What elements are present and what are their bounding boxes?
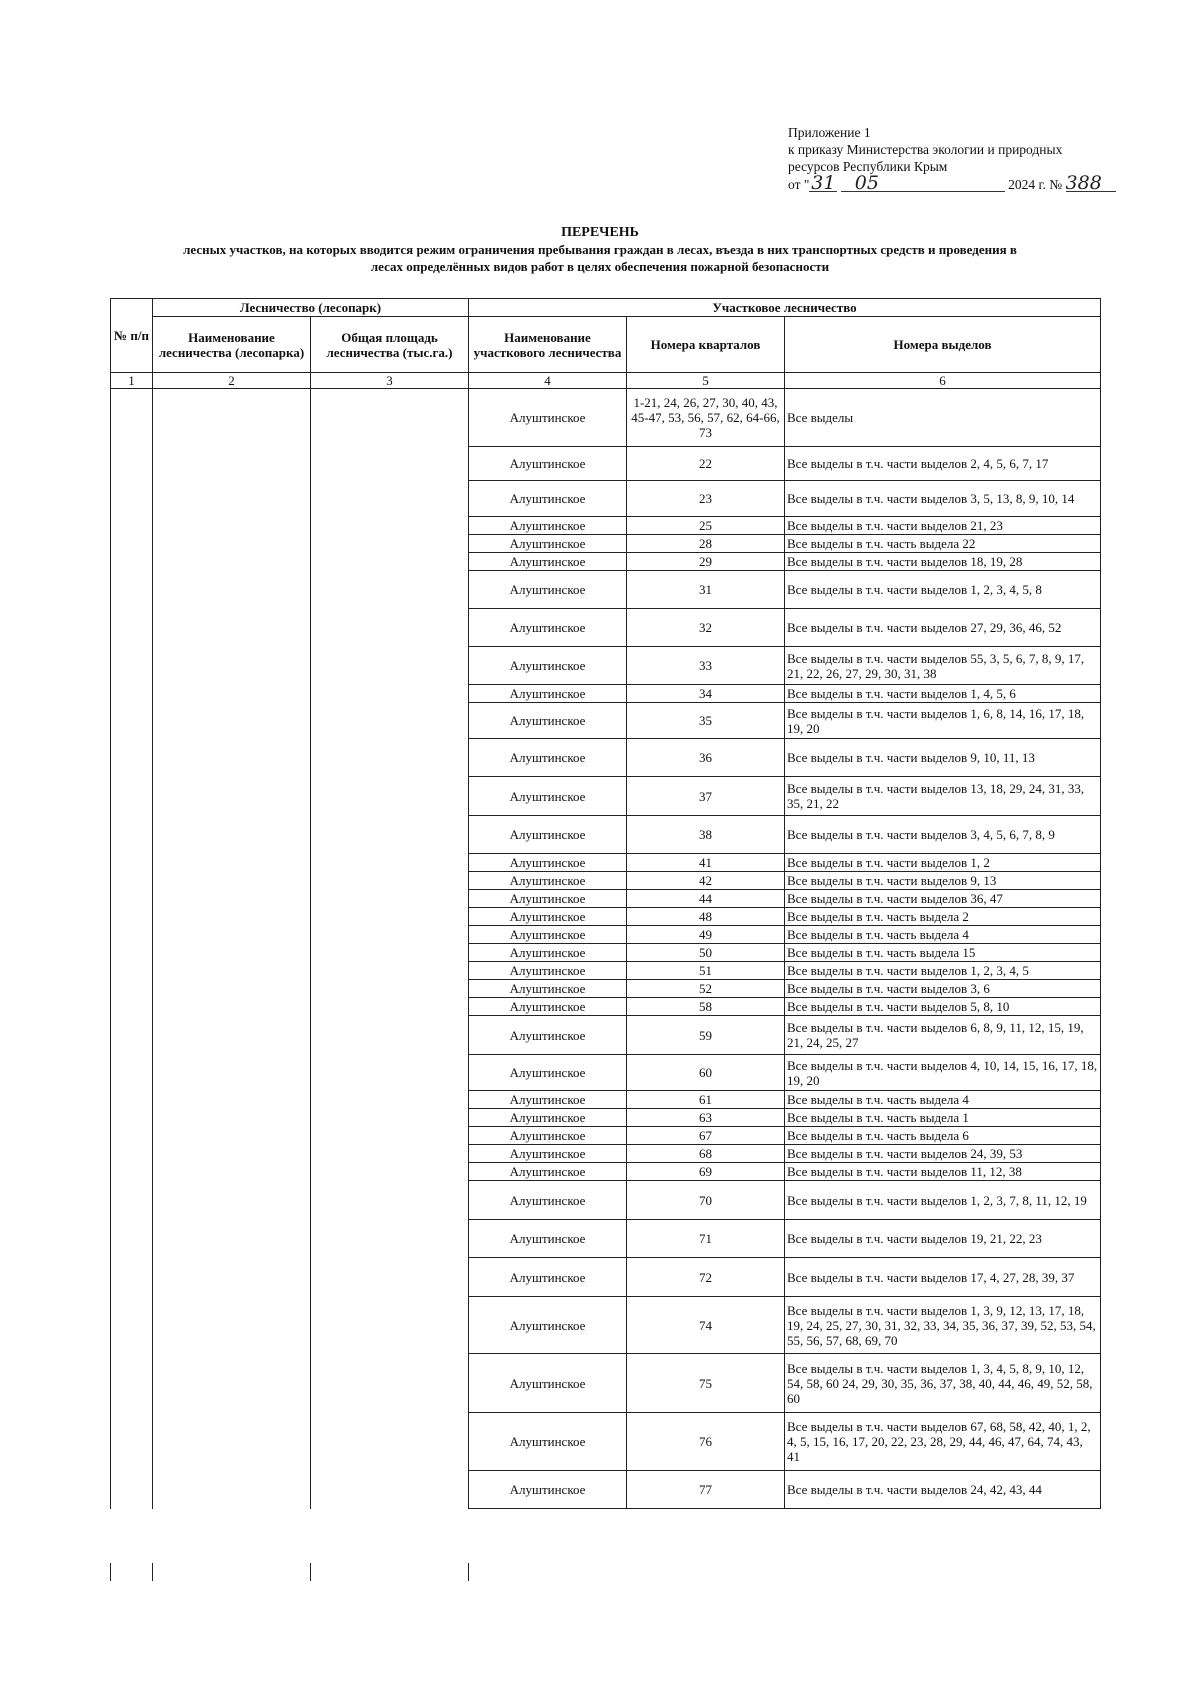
table-row bbox=[111, 609, 1101, 647]
cell-number bbox=[111, 1258, 153, 1297]
cell-quarter-numbers: 51 bbox=[627, 962, 785, 980]
cell-section-numbers: Все выделы в т.ч. части выделов 9, 13 bbox=[785, 872, 1101, 890]
cell-quarter-numbers: 61 bbox=[627, 1091, 785, 1109]
cell-section-numbers: Все выделы в т.ч. части выделов 3, 6 bbox=[785, 980, 1101, 998]
table-row bbox=[111, 703, 1101, 739]
cell-forestry-name bbox=[153, 535, 311, 553]
cell-district-name: Алуштинское bbox=[469, 553, 627, 571]
table-row bbox=[111, 481, 1101, 517]
cell-section-numbers: Все выделы в т.ч. части выделов 19, 21, 22, 23 bbox=[785, 1220, 1101, 1258]
cell-forestry-area bbox=[311, 481, 469, 517]
table-row bbox=[111, 1016, 1101, 1055]
cell-number bbox=[111, 389, 153, 447]
table-edge-continuation bbox=[110, 1563, 111, 1581]
cell-forestry-area bbox=[311, 1258, 469, 1297]
cell-section-numbers: Все выделы в т.ч. части выделов 1, 2 bbox=[785, 854, 1101, 872]
cell-forestry-area bbox=[311, 685, 469, 703]
cell-section-numbers: Все выделы в т.ч. части выделов 1, 2, 3, 4, 5, 8 bbox=[785, 571, 1101, 609]
cell-forestry-area bbox=[311, 1220, 469, 1258]
cell-number bbox=[111, 926, 153, 944]
handwritten-month: 05 bbox=[841, 175, 1005, 192]
cell-forestry-area bbox=[311, 908, 469, 926]
cell-forestry-name bbox=[153, 1163, 311, 1181]
table-row bbox=[111, 1220, 1101, 1258]
cell-quarter-numbers: 28 bbox=[627, 535, 785, 553]
cell-district-name: Алуштинское bbox=[469, 739, 627, 777]
cell-quarter-numbers: 42 bbox=[627, 872, 785, 890]
cell-forestry-area bbox=[311, 1109, 469, 1127]
cell-forestry-name bbox=[153, 1413, 311, 1471]
cell-number bbox=[111, 1220, 153, 1258]
cell-quarter-numbers: 58 bbox=[627, 998, 785, 1016]
table-row bbox=[111, 926, 1101, 944]
cell-forestry-area bbox=[311, 980, 469, 998]
table-row bbox=[111, 1163, 1101, 1181]
table-row bbox=[111, 571, 1101, 609]
cell-number bbox=[111, 1471, 153, 1509]
cell-forestry-area bbox=[311, 1163, 469, 1181]
cell-forestry-area bbox=[311, 1354, 469, 1413]
table-row bbox=[111, 962, 1101, 980]
cell-section-numbers: Все выделы bbox=[785, 389, 1101, 447]
table-row bbox=[111, 1127, 1101, 1145]
table-row bbox=[111, 447, 1101, 481]
cell-number bbox=[111, 854, 153, 872]
cell-district-name: Алуштинское bbox=[469, 609, 627, 647]
table-row bbox=[111, 517, 1101, 535]
cell-forestry-area bbox=[311, 872, 469, 890]
cell-number bbox=[111, 1413, 153, 1471]
cell-section-numbers: Все выделы в т.ч. части выделов 3, 5, 13, 8, 9, 10, 14 bbox=[785, 481, 1101, 517]
cell-forestry-name bbox=[153, 1091, 311, 1109]
cell-section-numbers: Все выделы в т.ч. часть выдела 2 bbox=[785, 908, 1101, 926]
document-subtitle-line1: лесных участков, на которых вводится режим ограничения пребывания граждан в лесах, въезда в них транспортных средств и проведения в bbox=[183, 242, 1017, 257]
cell-number bbox=[111, 447, 153, 481]
cell-forestry-area bbox=[311, 854, 469, 872]
cell-section-numbers: Все выделы в т.ч. части выделов 27, 29, 36, 46, 52 bbox=[785, 609, 1101, 647]
cell-district-name: Алуштинское bbox=[469, 1055, 627, 1091]
cell-section-numbers: Все выделы в т.ч. части выделов 6, 8, 9, 11, 12, 15, 19, 21, 24, 25, 27 bbox=[785, 1016, 1101, 1055]
cell-district-name: Алуштинское bbox=[469, 647, 627, 685]
table-row bbox=[111, 1354, 1101, 1413]
table-row bbox=[111, 980, 1101, 998]
cell-district-name: Алуштинское bbox=[469, 703, 627, 739]
cell-section-numbers: Все выделы в т.ч. части выделов 24, 39, 53 bbox=[785, 1145, 1101, 1163]
cell-quarter-numbers: 49 bbox=[627, 926, 785, 944]
document-title: ПЕРЕЧЕНЬ bbox=[561, 225, 639, 240]
table-row bbox=[111, 647, 1101, 685]
cell-quarter-numbers: 74 bbox=[627, 1297, 785, 1354]
cell-district-name: Алуштинское bbox=[469, 1127, 627, 1145]
cell-district-name: Алуштинское bbox=[469, 1091, 627, 1109]
table-edge-continuation bbox=[152, 1563, 153, 1581]
cell-section-numbers: Все выделы в т.ч. части выделов 13, 18, 29, 24, 31, 33, 35, 21, 22 bbox=[785, 777, 1101, 816]
cell-number bbox=[111, 777, 153, 816]
cell-section-numbers: Все выделы в т.ч. части выделов 2, 4, 5, 6, 7, 17 bbox=[785, 447, 1101, 481]
cell-district-name: Алуштинское bbox=[469, 1471, 627, 1509]
cell-quarter-numbers: 25 bbox=[627, 517, 785, 535]
cell-number bbox=[111, 872, 153, 890]
cell-forestry-name bbox=[153, 926, 311, 944]
cell-forestry-area bbox=[311, 777, 469, 816]
cell-quarter-numbers: 38 bbox=[627, 816, 785, 854]
table-row bbox=[111, 998, 1101, 1016]
table-row bbox=[111, 816, 1101, 854]
cell-district-name: Алуштинское bbox=[469, 777, 627, 816]
cell-forestry-area bbox=[311, 609, 469, 647]
cell-forestry-name bbox=[153, 1471, 311, 1509]
cell-forestry-area bbox=[311, 517, 469, 535]
cell-forestry-area bbox=[311, 739, 469, 777]
cell-forestry-area bbox=[311, 389, 469, 447]
table-edge-continuation bbox=[468, 1563, 469, 1581]
cell-forestry-area bbox=[311, 535, 469, 553]
cell-district-name: Алуштинское bbox=[469, 447, 627, 481]
handwritten-day: 31 bbox=[811, 172, 836, 194]
cell-number bbox=[111, 685, 153, 703]
cell-number bbox=[111, 890, 153, 908]
table-row bbox=[111, 1055, 1101, 1091]
cell-forestry-name bbox=[153, 854, 311, 872]
cell-quarter-numbers: 59 bbox=[627, 1016, 785, 1055]
cell-district-name: Алуштинское bbox=[469, 872, 627, 890]
cell-forestry-area bbox=[311, 1127, 469, 1145]
cell-number bbox=[111, 816, 153, 854]
cell-forestry-name bbox=[153, 1145, 311, 1163]
header-group-forestry: Лесничество (лесопарк) bbox=[153, 299, 469, 317]
document-title-block bbox=[0, 224, 1200, 275]
header-quarter-numbers: Номера кварталов bbox=[627, 317, 785, 373]
cell-district-name: Алуштинское bbox=[469, 962, 627, 980]
cell-forestry-name bbox=[153, 685, 311, 703]
cell-forestry-area bbox=[311, 553, 469, 571]
cell-section-numbers: Все выделы в т.ч. части выделов 67, 68, 58, 42, 40, 1, 2, 4, 5, 15, 16, 17, 20, 22, 23, 28, 29, 44, 46, 47, 64, 74, 43, 41 bbox=[785, 1413, 1101, 1471]
cell-quarter-numbers: 44 bbox=[627, 890, 785, 908]
cell-forestry-name bbox=[153, 1220, 311, 1258]
cell-section-numbers: Все выделы в т.ч. часть выдела 1 bbox=[785, 1109, 1101, 1127]
table-row bbox=[111, 1181, 1101, 1220]
table-row bbox=[111, 685, 1101, 703]
table-row bbox=[111, 777, 1101, 816]
cell-forestry-name bbox=[153, 1181, 311, 1220]
cell-forestry-area bbox=[311, 447, 469, 481]
cell-forestry-name bbox=[153, 609, 311, 647]
table-row bbox=[111, 1091, 1101, 1109]
table-row bbox=[111, 535, 1101, 553]
cell-district-name: Алуштинское bbox=[469, 926, 627, 944]
cell-section-numbers: Все выделы в т.ч. часть выдела 6 bbox=[785, 1127, 1101, 1145]
cell-forestry-area bbox=[311, 998, 469, 1016]
cell-district-name: Алуштинское bbox=[469, 944, 627, 962]
cell-district-name: Алуштинское bbox=[469, 1413, 627, 1471]
cell-forestry-area bbox=[311, 1181, 469, 1220]
cell-section-numbers: Все выделы в т.ч. части выделов 55, 3, 5, 6, 7, 8, 9, 17, 21, 22, 26, 27, 29, 30, 31, 38 bbox=[785, 647, 1101, 685]
attachment-line2: к приказу Министерства экологии и природных bbox=[788, 142, 1063, 157]
cell-district-name: Алуштинское bbox=[469, 1297, 627, 1354]
cell-number bbox=[111, 703, 153, 739]
cell-quarter-numbers: 77 bbox=[627, 1471, 785, 1509]
cell-forestry-name bbox=[153, 962, 311, 980]
cell-quarter-numbers: 71 bbox=[627, 1220, 785, 1258]
cell-forestry-name bbox=[153, 908, 311, 926]
cell-forestry-name bbox=[153, 872, 311, 890]
column-number-1: 1 bbox=[111, 373, 153, 389]
cell-forestry-area bbox=[311, 571, 469, 609]
cell-district-name: Алуштинское bbox=[469, 998, 627, 1016]
cell-forestry-name bbox=[153, 890, 311, 908]
cell-forestry-name bbox=[153, 1055, 311, 1091]
column-number-2: 2 bbox=[153, 373, 311, 389]
cell-district-name: Алуштинское bbox=[469, 535, 627, 553]
cell-quarter-numbers: 72 bbox=[627, 1258, 785, 1297]
cell-forestry-name bbox=[153, 517, 311, 535]
cell-forestry-area bbox=[311, 962, 469, 980]
cell-forestry-name bbox=[153, 944, 311, 962]
cell-quarter-numbers: 68 bbox=[627, 1145, 785, 1163]
cell-number bbox=[111, 1055, 153, 1091]
table-row bbox=[111, 1471, 1101, 1509]
cell-quarter-numbers: 33 bbox=[627, 647, 785, 685]
column-number-3: 3 bbox=[311, 373, 469, 389]
cell-number bbox=[111, 944, 153, 962]
cell-forestry-name bbox=[153, 1127, 311, 1145]
cell-district-name: Алуштинское bbox=[469, 517, 627, 535]
cell-forestry-area bbox=[311, 944, 469, 962]
header-forestry-area: Общая площадь лесничества (тыс.га.) bbox=[311, 317, 469, 373]
cell-forestry-name bbox=[153, 481, 311, 517]
cell-quarter-numbers: 31 bbox=[627, 571, 785, 609]
table-row bbox=[111, 1413, 1101, 1471]
cell-district-name: Алуштинское bbox=[469, 980, 627, 998]
cell-section-numbers: Все выделы в т.ч. часть выдела 22 bbox=[785, 535, 1101, 553]
cell-section-numbers: Все выделы в т.ч. части выделов 11, 12, 38 bbox=[785, 1163, 1101, 1181]
cell-forestry-area bbox=[311, 1145, 469, 1163]
cell-section-numbers: Все выделы в т.ч. части выделов 1, 3, 4, 5, 8, 9, 10, 12, 54, 58, 60 24, 29, 30, 35, 36, 37, 38, 40, 44, 46, 49, 52, 58, 60 bbox=[785, 1354, 1101, 1413]
cell-forestry-name bbox=[153, 998, 311, 1016]
table-row bbox=[111, 872, 1101, 890]
cell-number bbox=[111, 962, 153, 980]
table-edge-continuation bbox=[310, 1563, 311, 1581]
cell-forestry-name bbox=[153, 739, 311, 777]
cell-forestry-name bbox=[153, 703, 311, 739]
cell-forestry-name bbox=[153, 389, 311, 447]
cell-district-name: Алуштинское bbox=[469, 481, 627, 517]
cell-forestry-area bbox=[311, 1055, 469, 1091]
cell-quarter-numbers: 22 bbox=[627, 447, 785, 481]
cell-quarter-numbers: 41 bbox=[627, 854, 785, 872]
cell-forestry-area bbox=[311, 1413, 469, 1471]
cell-number bbox=[111, 980, 153, 998]
cell-section-numbers: Все выделы в т.ч. часть выдела 15 bbox=[785, 944, 1101, 962]
cell-district-name: Алуштинское bbox=[469, 816, 627, 854]
cell-number bbox=[111, 609, 153, 647]
cell-quarter-numbers: 37 bbox=[627, 777, 785, 816]
cell-forestry-name bbox=[153, 571, 311, 609]
cell-section-numbers: Все выделы в т.ч. части выделов 1, 4, 5, 6 bbox=[785, 685, 1101, 703]
table-row bbox=[111, 1109, 1101, 1127]
cell-district-name: Алуштинское bbox=[469, 854, 627, 872]
cell-forestry-name bbox=[153, 1258, 311, 1297]
column-number-6: 6 bbox=[785, 373, 1101, 389]
cell-quarter-numbers: 69 bbox=[627, 1163, 785, 1181]
cell-number bbox=[111, 647, 153, 685]
table-row bbox=[111, 389, 1101, 447]
cell-section-numbers: Все выделы в т.ч. части выделов 36, 47 bbox=[785, 890, 1101, 908]
cell-forestry-name bbox=[153, 1016, 311, 1055]
cell-district-name: Алуштинское bbox=[469, 908, 627, 926]
cell-district-name: Алуштинское bbox=[469, 1181, 627, 1220]
cell-number bbox=[111, 1297, 153, 1354]
cell-forestry-area bbox=[311, 703, 469, 739]
cell-quarter-numbers: 23 bbox=[627, 481, 785, 517]
cell-district-name: Алуштинское bbox=[469, 1145, 627, 1163]
handwritten-number: 388 bbox=[1066, 175, 1116, 192]
cell-forestry-name bbox=[153, 1354, 311, 1413]
cell-section-numbers: Все выделы в т.ч. части выделов 1, 3, 9, 12, 13, 17, 18, 19, 24, 25, 27, 30, 31, 32, 33, 34, 35, 36, 37, 39, 52, 53, 54, 55, 56, 57, 68, 69, 70 bbox=[785, 1297, 1101, 1354]
header-section-numbers: Номера выделов bbox=[785, 317, 1101, 373]
cell-quarter-numbers: 75 bbox=[627, 1354, 785, 1413]
table-row bbox=[111, 890, 1101, 908]
cell-number bbox=[111, 1109, 153, 1127]
cell-forestry-name bbox=[153, 777, 311, 816]
cell-section-numbers: Все выделы в т.ч. части выделов 21, 23 bbox=[785, 517, 1101, 535]
cell-number bbox=[111, 739, 153, 777]
cell-section-numbers: Все выделы в т.ч. части выделов 1, 2, 3, 7, 8, 11, 12, 19 bbox=[785, 1181, 1101, 1220]
table-row bbox=[111, 739, 1101, 777]
cell-forestry-name bbox=[153, 647, 311, 685]
cell-quarter-numbers: 76 bbox=[627, 1413, 785, 1471]
cell-district-name: Алуштинское bbox=[469, 1163, 627, 1181]
table-row bbox=[111, 854, 1101, 872]
cell-section-numbers: Все выделы в т.ч. части выделов 1, 6, 8, 14, 16, 17, 18, 19, 20 bbox=[785, 703, 1101, 739]
cell-forestry-area bbox=[311, 926, 469, 944]
cell-district-name: Алуштинское bbox=[469, 389, 627, 447]
cell-quarter-numbers: 48 bbox=[627, 908, 785, 926]
cell-number bbox=[111, 1127, 153, 1145]
table-row bbox=[111, 1297, 1101, 1354]
cell-forestry-area bbox=[311, 1297, 469, 1354]
header-district-name: Наименование участкового лесничества bbox=[469, 317, 627, 373]
attachment-line1: Приложение 1 bbox=[788, 125, 871, 140]
cell-quarter-numbers: 35 bbox=[627, 703, 785, 739]
cell-forestry-area bbox=[311, 816, 469, 854]
cell-district-name: Алуштинское bbox=[469, 1016, 627, 1055]
cell-district-name: Алуштинское bbox=[469, 571, 627, 609]
table-row bbox=[111, 944, 1101, 962]
cell-number bbox=[111, 908, 153, 926]
cell-quarter-numbers: 36 bbox=[627, 739, 785, 777]
cell-number bbox=[111, 1145, 153, 1163]
cell-number bbox=[111, 553, 153, 571]
cell-forestry-area bbox=[311, 647, 469, 685]
cell-section-numbers: Все выделы в т.ч. части выделов 4, 10, 14, 15, 16, 17, 18, 19, 20 bbox=[785, 1055, 1101, 1091]
cell-number bbox=[111, 998, 153, 1016]
cell-quarter-numbers: 32 bbox=[627, 609, 785, 647]
cell-number bbox=[111, 535, 153, 553]
cell-section-numbers: Все выделы в т.ч. части выделов 5, 8, 10 bbox=[785, 998, 1101, 1016]
cell-section-numbers: Все выделы в т.ч. части выделов 18, 19, 28 bbox=[785, 553, 1101, 571]
table-row bbox=[111, 1258, 1101, 1297]
column-number-5: 5 bbox=[627, 373, 785, 389]
cell-section-numbers: Все выделы в т.ч. части выделов 1, 2, 3, 4, 5 bbox=[785, 962, 1101, 980]
cell-quarter-numbers: 52 bbox=[627, 980, 785, 998]
cell-number bbox=[111, 1016, 153, 1055]
cell-district-name: Алуштинское bbox=[469, 1258, 627, 1297]
table-row bbox=[111, 1145, 1101, 1163]
cell-forestry-area bbox=[311, 890, 469, 908]
cell-number bbox=[111, 1163, 153, 1181]
cell-district-name: Алуштинское bbox=[469, 890, 627, 908]
cell-quarter-numbers: 29 bbox=[627, 553, 785, 571]
forest-plots-table bbox=[110, 298, 1101, 1509]
cell-forestry-name bbox=[153, 1297, 311, 1354]
cell-section-numbers: Все выделы в т.ч. части выделов 24, 42, 43, 44 bbox=[785, 1471, 1101, 1509]
date-prefix: от " bbox=[788, 177, 810, 192]
cell-quarter-numbers: 63 bbox=[627, 1109, 785, 1127]
cell-district-name: Алуштинское bbox=[469, 1354, 627, 1413]
year-text: 2024 г. № bbox=[1008, 177, 1063, 192]
cell-section-numbers: Все выделы в т.ч. части выделов 17, 4, 27, 28, 39, 37 bbox=[785, 1258, 1101, 1297]
cell-number bbox=[111, 571, 153, 609]
cell-quarter-numbers: 67 bbox=[627, 1127, 785, 1145]
cell-quarter-numbers: 70 bbox=[627, 1181, 785, 1220]
cell-quarter-numbers: 1-21, 24, 26, 27, 30, 40, 43, 45-47, 53, 56, 57, 62, 64-66, 73 bbox=[627, 389, 785, 447]
cell-forestry-area bbox=[311, 1091, 469, 1109]
cell-quarter-numbers: 50 bbox=[627, 944, 785, 962]
header-forestry-name: Наименование лесничества (лесопарка) bbox=[153, 317, 311, 373]
cell-number bbox=[111, 1091, 153, 1109]
column-number-4: 4 bbox=[469, 373, 627, 389]
cell-forestry-name bbox=[153, 980, 311, 998]
table-row bbox=[111, 908, 1101, 926]
cell-forestry-area bbox=[311, 1471, 469, 1509]
document-subtitle-line2: лесах определённых видов работ в целях обеспечения пожарной безопасности bbox=[370, 259, 830, 274]
cell-quarter-numbers: 34 bbox=[627, 685, 785, 703]
header-group-district-forestry: Участковое лесничество bbox=[469, 299, 1101, 317]
cell-quarter-numbers: 60 bbox=[627, 1055, 785, 1091]
cell-forestry-name bbox=[153, 447, 311, 481]
header-number: № п/п bbox=[111, 299, 153, 373]
cell-section-numbers: Все выделы в т.ч. части выделов 3, 4, 5, 6, 7, 8, 9 bbox=[785, 816, 1101, 854]
cell-section-numbers: Все выделы в т.ч. часть выдела 4 bbox=[785, 926, 1101, 944]
cell-section-numbers: Все выделы в т.ч. часть выдела 4 bbox=[785, 1091, 1101, 1109]
cell-number bbox=[111, 1354, 153, 1413]
cell-forestry-name bbox=[153, 1109, 311, 1127]
attachment-block bbox=[788, 124, 1102, 194]
cell-number bbox=[111, 481, 153, 517]
cell-number bbox=[111, 1181, 153, 1220]
cell-district-name: Алуштинское bbox=[469, 685, 627, 703]
table-row bbox=[111, 553, 1101, 571]
cell-number bbox=[111, 517, 153, 535]
cell-district-name: Алуштинское bbox=[469, 1109, 627, 1127]
cell-forestry-name bbox=[153, 553, 311, 571]
cell-section-numbers: Все выделы в т.ч. части выделов 9, 10, 11, 13 bbox=[785, 739, 1101, 777]
cell-forestry-area bbox=[311, 1016, 469, 1055]
attachment-line3: ресурсов Республики Крым bbox=[788, 159, 948, 174]
cell-forestry-name bbox=[153, 816, 311, 854]
cell-district-name: Алуштинское bbox=[469, 1220, 627, 1258]
attachment-date-line bbox=[788, 172, 1102, 194]
